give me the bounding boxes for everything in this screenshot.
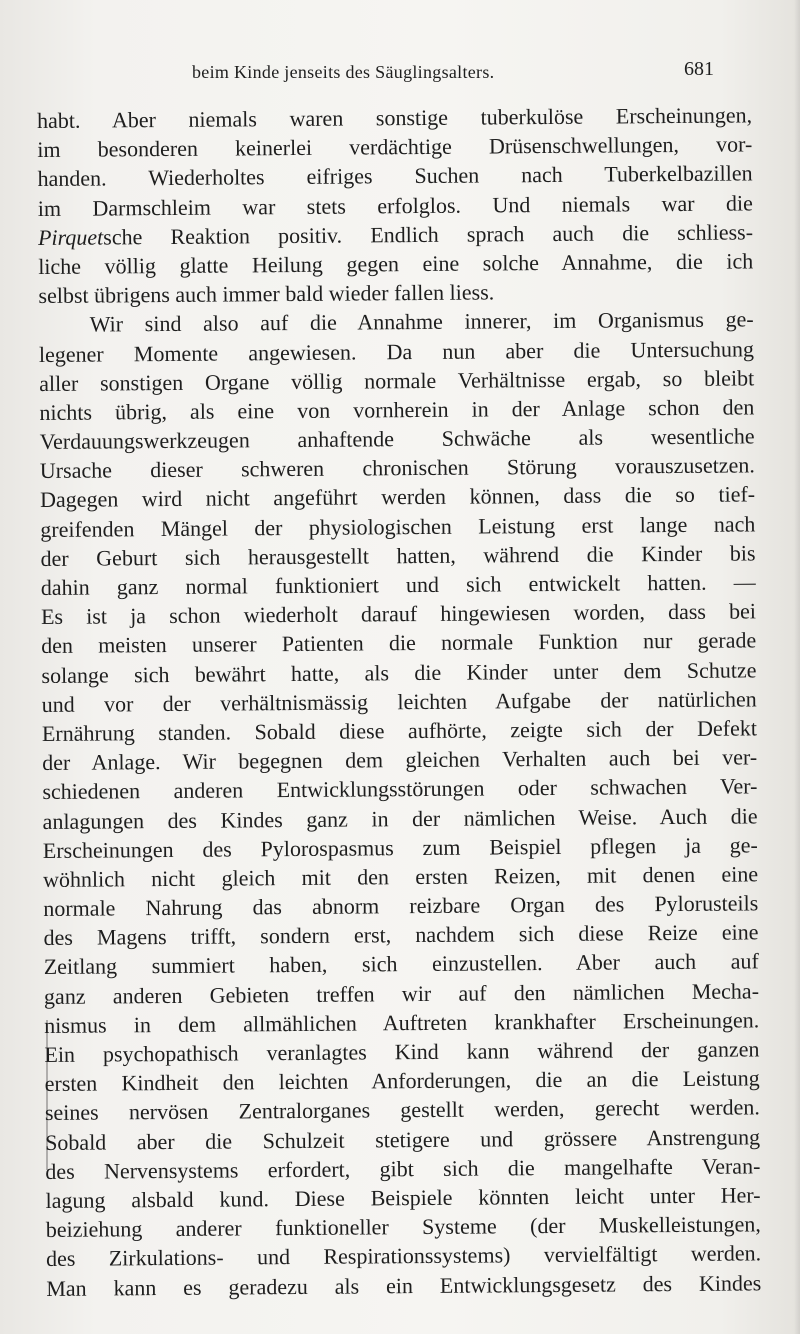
text-line: Ein psychopathisch veranlagtes Kind kann während der ganzen [44,1036,760,1067]
text-line: aller sonstigen Organe völlig normale Verhältnisse ergab, so bleibt [39,365,755,396]
text-line: habt. Aber niemals waren sonstige tuberkulöse Erscheinungen, [37,102,753,133]
text-line: lagung alsbald kund. Diese Beispiele könnten leicht unter Her- [45,1182,761,1213]
running-header [0,58,800,88]
text-line: schiedenen anderen Entwicklungsstörungen oder schwachen Ver- [42,773,758,805]
text-line: des Nervensystems erfordert, gibt sich die mangelhafte Veran- [45,1153,761,1184]
text-line: des Zirkulations- und Respirationssystems) vervielfältigt werden. [45,1240,762,1272]
text-line: greifenden Mängel der physiologischen Leistung erst lange nach [40,510,756,542]
text-line: Ernährung standen. Sobald diese aufhörte, zeigte sich der Defekt [41,715,758,746]
text-line: des Magens trifft, sondern erst, nachdem sich diese Reize eine [43,919,759,951]
text-line: Man kann es geradezu als ein Entwicklungsgesetz des Kindes [46,1269,762,1301]
text-line: dahin ganz normal funktioniert und sich entwickelt hatten. — [40,569,756,600]
text-line: legener Momente angewiesen. Da nun aber die Untersuchung [38,335,755,367]
text-line-rest: sche Reaktion positiv. Endlich sprach auch die schliess- [103,219,754,250]
text-line: der Geburt sich herausgestellt hatten, während die Kinder bis [40,540,756,571]
text-line: Sobald aber die Schulzeit stetigere und grössere Anstrengung [45,1123,761,1155]
running-title: beim Kinde jenseits des Säuglingsalters. [192,62,495,82]
text-line: normale Nahrung das abnorm reizbare Organ des Pylorusteils [43,890,759,922]
text-line: seines nervösen Zentralorganes gestellt werden, gerecht werden. [44,1094,760,1126]
text-line: den meisten unserer Patienten die normale Funktion nur gerade [41,627,757,659]
text-line: und vor der verhältnismässig leichten Aufgabe der natürlichen [41,686,757,717]
text-line: beiziehung anderer funktioneller Systeme (der Muskelleistungen, [45,1211,761,1243]
body-text [37,100,761,1302]
text-line: Es ist ja schon wiederholt darauf hingewiesen worden, dass bei [40,598,757,630]
text-line: Ursache dieser schweren chronischen Störung vorauszusetzen. [39,452,755,484]
text-line: ersten Kindheit den leichten Anforderungen, die an die Leistung [44,1065,760,1097]
page-number: 681 [684,58,714,80]
text-line: nichts übrig, als eine von vornherein in der Anlage schon den [39,394,755,425]
text-line: ganz anderen Gebieten treffen wir auf den nämlichen Mecha- [43,977,760,1009]
text-line: liche völlig glatte Heilung gegen eine solche Annahme, die ich [38,248,754,279]
text-line: nismus in dem allmählichen Auftreten krankhafter Erscheinungen. [44,1007,760,1038]
text-line: selbst übrigens auch immer bald wieder fallen liess. [38,279,495,309]
text-line: anlagungen des Kindes ganz in der nämlichen Weise. Auch die [42,802,758,834]
italic-name: Pirquet [37,224,104,250]
text-line: Verdauungswerkzeugen anhaftende Schwäche als wesentliche [39,423,755,455]
text-line: der Anlage. Wir begegnen dem gleichen Verhalten auch bei ver- [42,744,758,776]
paragraph-start-line: Wir sind also auf die Annahme innerer, im Organismus ge- [89,306,754,337]
text-line: Erscheinungen des Pylorospasmus zum Beispiel pflegen ja ge- [42,832,758,863]
text-line: Zeitlang summiert haben, sich einzustellen. Aber auch auf [43,948,759,980]
text-line: handen. Wiederholtes eifriges Suchen nach Tuberkelbazillen [37,160,753,192]
text-line: im besonderen keinerlei verdächtige Drüsenschwellungen, vor- [37,131,753,163]
scan-edge-shadow [794,0,800,1334]
text-line: wöhnlich nicht gleich mit den ersten Reizen, mit denen eine [42,861,759,892]
text-line: Dagegen wird nicht angeführt werden können, dass die so tief- [39,481,756,513]
text-line: im Darmschleim war stets erfolglos. Und niemals war die [37,189,753,221]
text-line: solange sich bewährt hatte, als die Kinder unter dem Schutze [41,656,757,688]
